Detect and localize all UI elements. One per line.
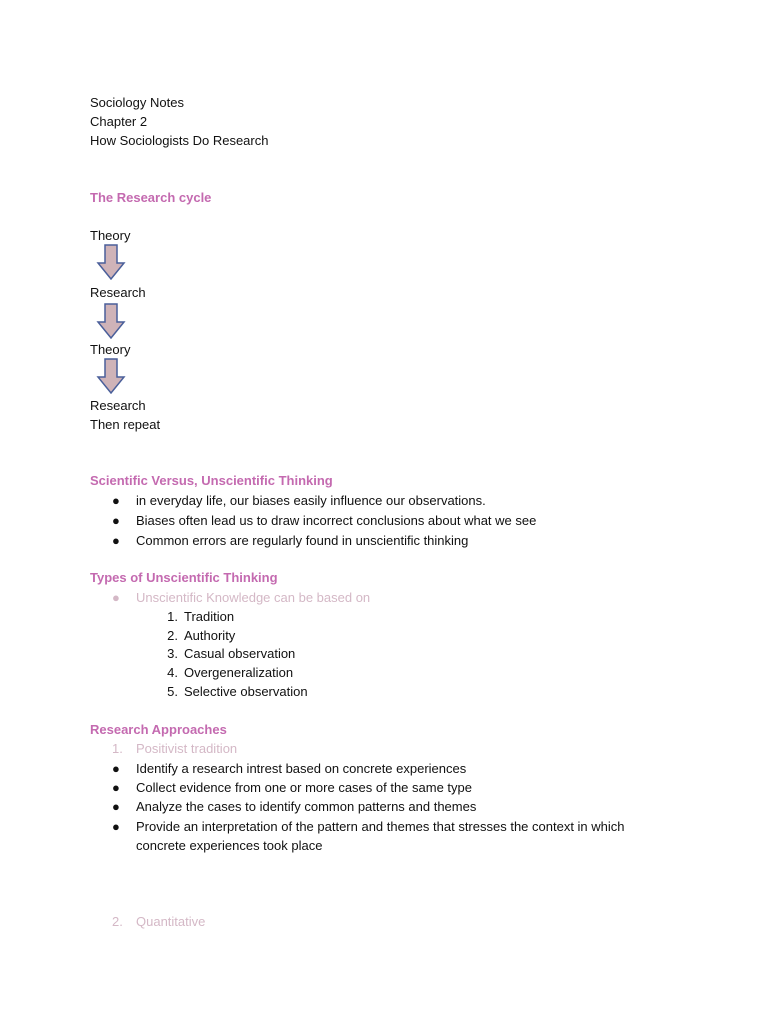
down-arrow-icon bbox=[96, 244, 126, 280]
bullet-dot: ● bbox=[112, 819, 120, 834]
list-item-text: Selective observation bbox=[184, 684, 308, 699]
list-number: 2. bbox=[112, 914, 123, 929]
cycle-step-research-2: Research bbox=[90, 398, 146, 413]
bullet-dot: ● bbox=[112, 533, 120, 548]
list-item-text: Identify a research intrest based on concrete experiences bbox=[136, 761, 467, 776]
research-cycle-heading: The Research cycle bbox=[90, 190, 212, 205]
list-item-text: concrete experiences took place bbox=[136, 838, 323, 853]
cycle-step-research-1: Research bbox=[90, 285, 146, 300]
list-number: 3. bbox=[167, 646, 178, 661]
bullet-dot: ● bbox=[112, 513, 120, 528]
list-item-text: Positivist tradition bbox=[136, 741, 238, 756]
list-item-text: Analyze the cases to identify common patterns and themes bbox=[136, 799, 477, 814]
types-intro: Unscientific Knowledge can be based on bbox=[136, 590, 371, 605]
cycle-step-theory-2: Theory bbox=[90, 342, 131, 357]
bullet-dot: ● bbox=[112, 799, 120, 814]
down-arrow-icon bbox=[96, 358, 126, 394]
list-item-text: in everyday life, our biases easily influence our observations. bbox=[136, 493, 486, 508]
cycle-footer: Then repeat bbox=[90, 417, 161, 432]
bullet-dot: ● bbox=[112, 493, 120, 508]
list-item-text: Tradition bbox=[184, 609, 235, 624]
list-number: 2. bbox=[167, 628, 178, 643]
list-item-text: Quantitative bbox=[136, 914, 206, 929]
list-item-text: Collect evidence from one or more cases of the same type bbox=[136, 780, 472, 795]
bullet-dot: ● bbox=[112, 590, 120, 605]
chapter-title: How Sociologists Do Research bbox=[90, 133, 269, 148]
list-number: 1. bbox=[167, 609, 178, 624]
list-item-text: Overgeneralization bbox=[184, 665, 294, 680]
list-item-text: Provide an interpretation of the pattern and themes that stresses the context in which bbox=[136, 819, 625, 834]
list-number: 4. bbox=[167, 665, 178, 680]
list-number: 5. bbox=[167, 684, 178, 699]
list-item-text: Authority bbox=[184, 628, 236, 643]
approaches-heading: Research Approaches bbox=[90, 722, 227, 737]
bullet-dot: ● bbox=[112, 761, 120, 776]
types-heading: Types of Unscientific Thinking bbox=[90, 570, 278, 585]
list-item-text: Common errors are regularly found in unscientific thinking bbox=[136, 533, 469, 548]
list-item-text: Casual observation bbox=[184, 646, 296, 661]
scientific-heading: Scientific Versus, Unscientific Thinking bbox=[90, 473, 333, 488]
down-arrow-icon bbox=[96, 303, 126, 339]
list-number: 1. bbox=[112, 741, 123, 756]
doc-title: Sociology Notes bbox=[90, 95, 184, 110]
chapter-label: Chapter 2 bbox=[90, 114, 148, 129]
cycle-step-theory-1: Theory bbox=[90, 228, 131, 243]
list-item-text: Biases often lead us to draw incorrect conclusions about what we see bbox=[136, 513, 537, 528]
bullet-dot: ● bbox=[112, 780, 120, 795]
